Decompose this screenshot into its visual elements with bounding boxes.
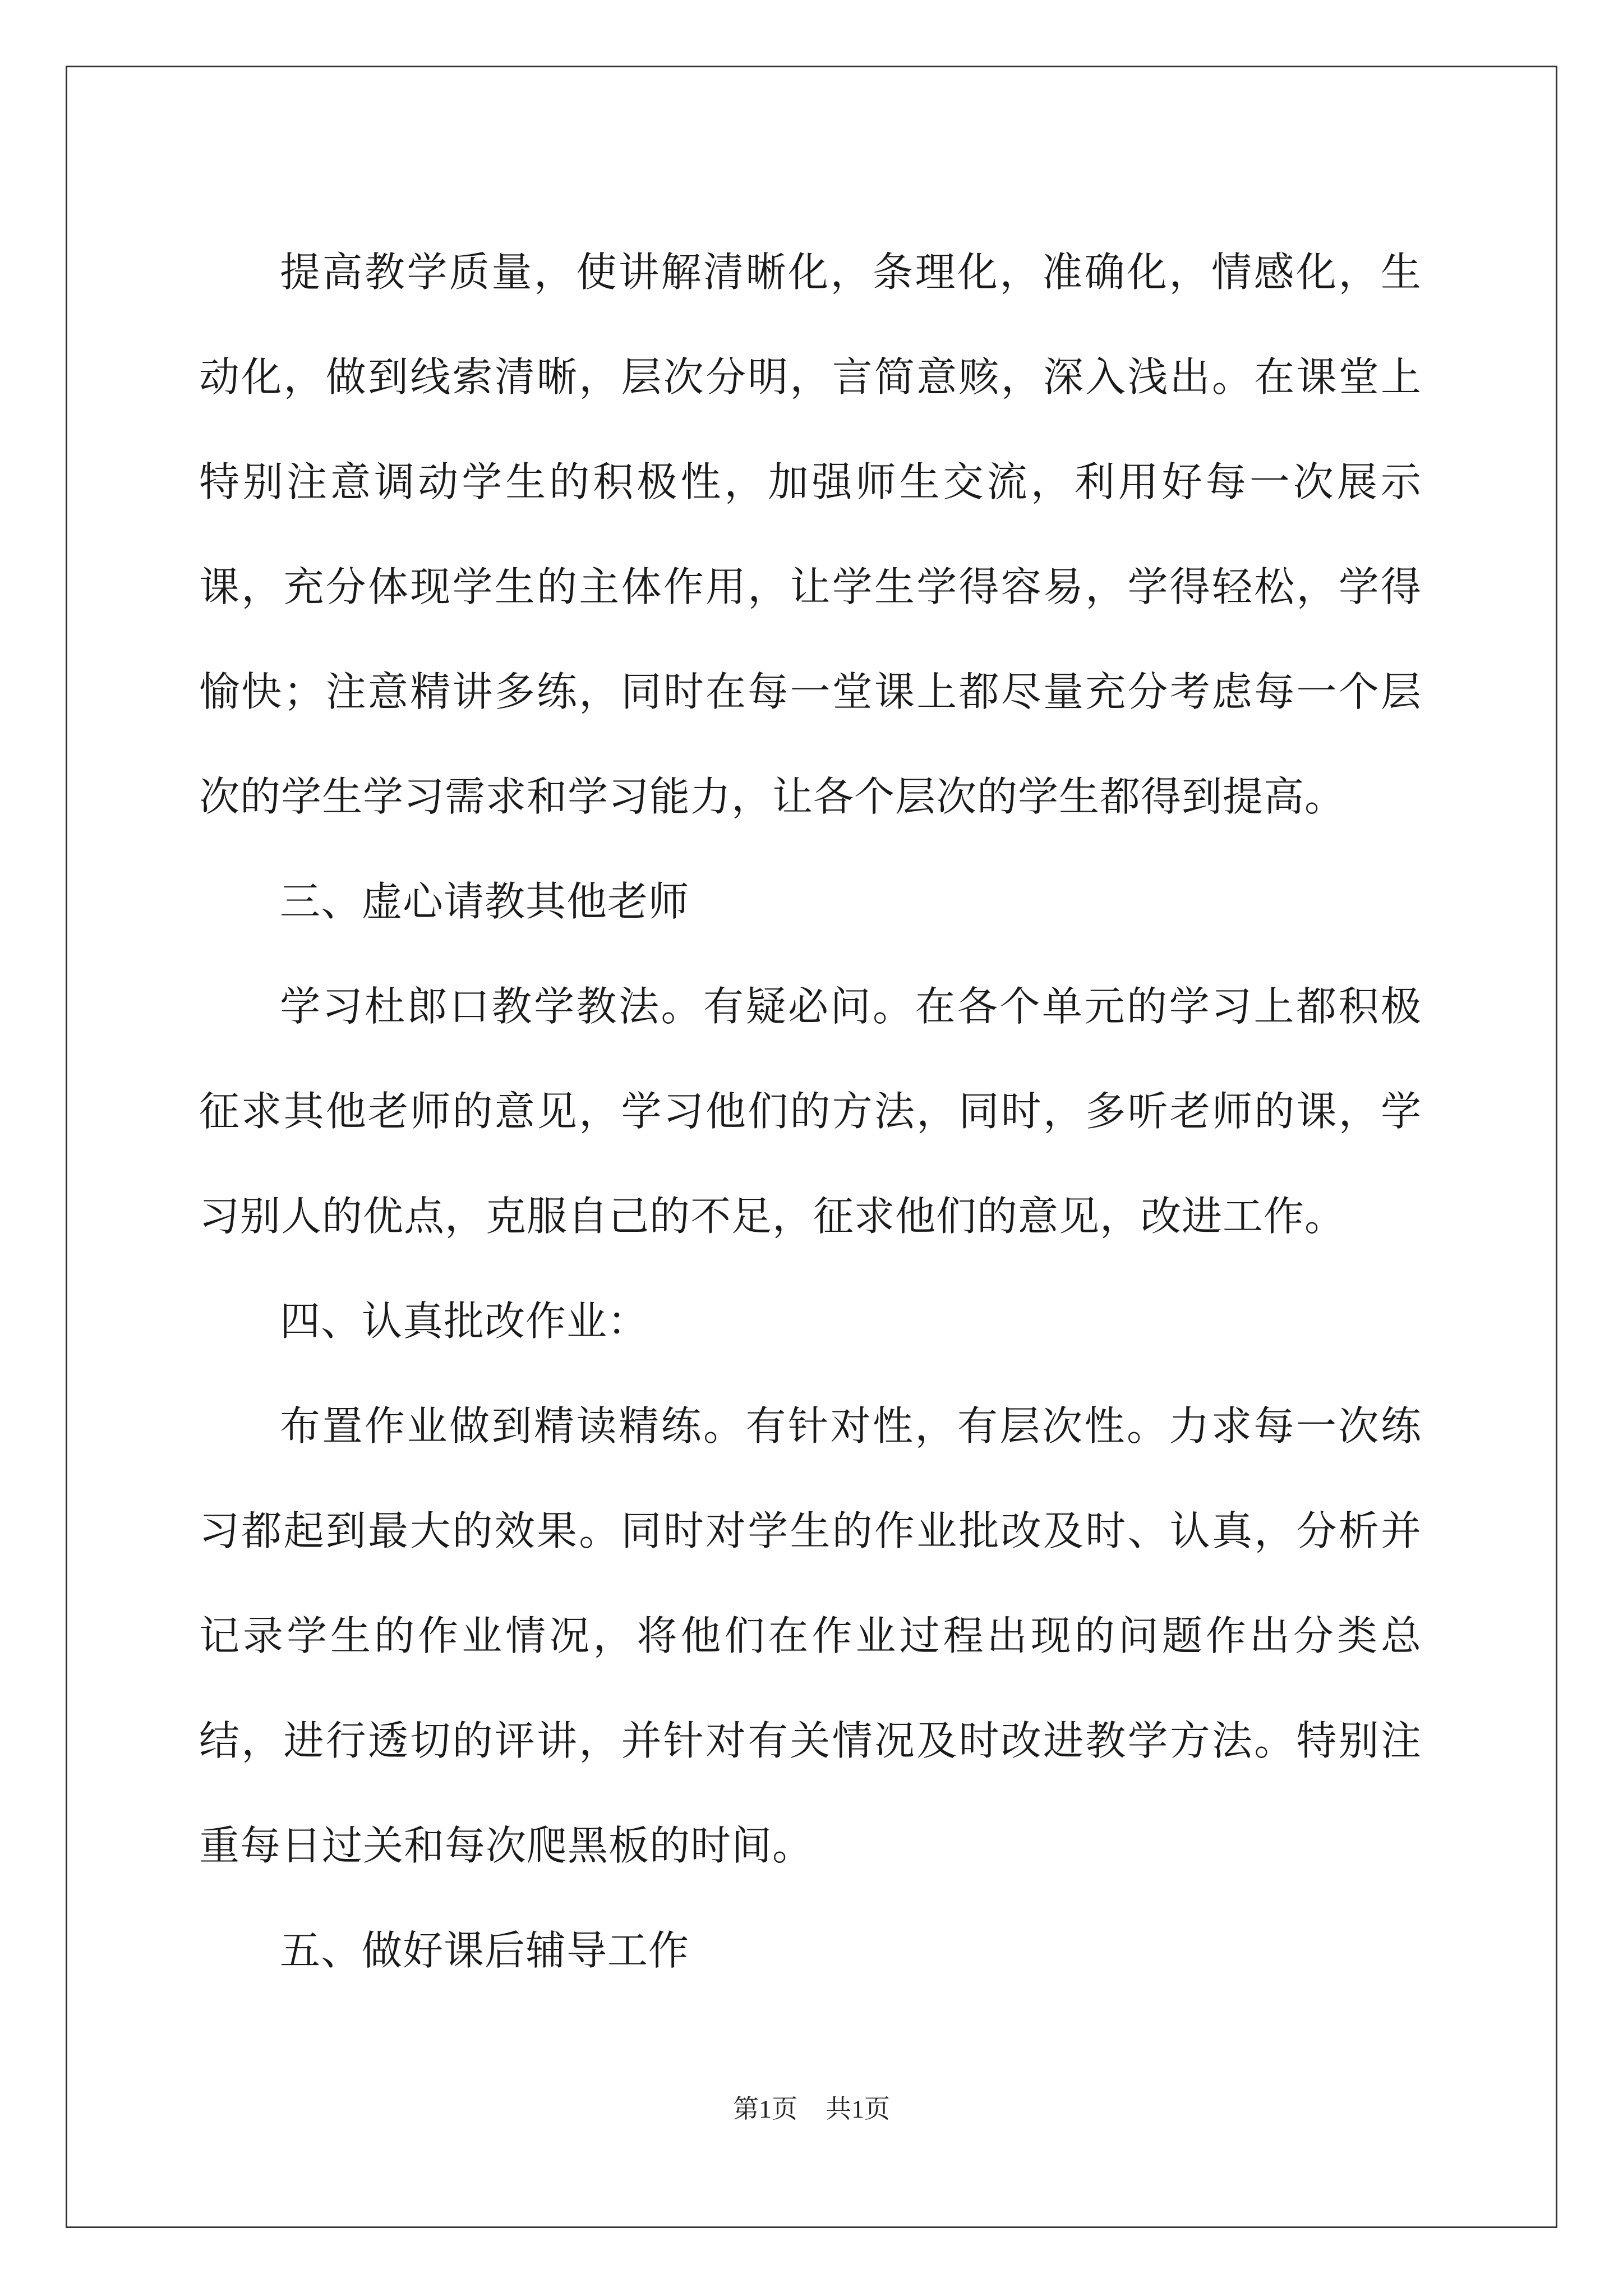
page-total: 共1页 bbox=[826, 2095, 890, 2123]
section-heading-3: 三、虚心请教其他老师 bbox=[280, 878, 690, 925]
page-footer bbox=[0, 2092, 1623, 2126]
section-heading-5: 五、做好课后辅导工作 bbox=[280, 1927, 690, 1974]
paragraph-homework: 布置作业做到精读精练。有针对性，有层次性。力求每一次练习都起到最大的效果。同时对学生的作业批改及时、认真，分析并记录学生的作业情况，将他们在作业过程出现的问题作出分类总结，进行透切的评讲，并针对有关情况及时改进教学方法。特别注重每日过关和每次爬黑板的时间。 bbox=[199, 1402, 1422, 1869]
paragraph-consult-teachers: 学习杜郎口教学教法。有疑必问。在各个单元的学习上都积极征求其他老师的意见，学习他们的方法，同时，多听老师的课，学习别人的优点，克服自己的不足，征求他们的意见，改进工作。 bbox=[199, 983, 1422, 1240]
page-number: 第1页 bbox=[733, 2095, 797, 2123]
document-body bbox=[199, 220, 1422, 2003]
section-heading-4: 四、认真批改作业： bbox=[280, 1297, 649, 1345]
paragraph-teaching-quality: 提高教学质量，使讲解清晰化，条理化，准确化，情感化，生动化，做到线索清晰，层次分明，言简意赅，深入浅出。在课堂上特别注意调动学生的积极性，加强师生交流，利用好每一次展示课，充分体现学生的主体作用，让学生学得容易，学得轻松，学得愉快；注意精讲多练，同时在每一堂课上都尽量充分考虑每一个层次的学生学习需求和学习能力，让各个层次的学生都得到提高。 bbox=[199, 249, 1422, 820]
